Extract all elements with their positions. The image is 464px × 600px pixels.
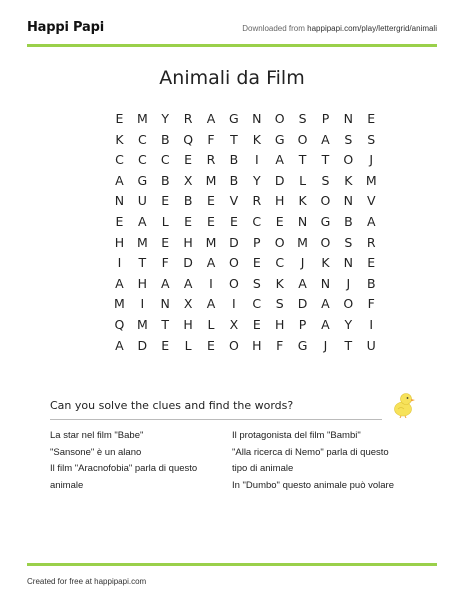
grid-letter[interactable]: S [252,275,261,291]
grid-letter[interactable]: V [366,193,376,209]
grid-letter[interactable]: C [160,152,170,168]
clue-line: tipo di animale [232,463,294,474]
grid-letter[interactable]: A [115,275,124,291]
grid-letter[interactable]: M [205,172,217,188]
clues-prompt: Can you solve the clues and find the words? [50,399,294,412]
grid-letter[interactable]: H [183,234,193,250]
clues-right-column [232,428,432,494]
clue-line: Il protagonista del film "Bambi" [232,430,361,441]
grid-row [108,109,383,130]
grid-letter[interactable]: C [252,213,262,229]
grid-letter[interactable]: P [321,111,330,126]
grid-letter[interactable]: H [274,316,285,332]
grid-letter[interactable]: T [298,152,307,168]
grid-letter[interactable]: K [252,131,261,147]
grid-letter[interactable]: C [275,255,285,271]
grid-row [108,336,383,357]
grid-letter[interactable]: D [183,255,193,271]
download-notice [242,24,437,33]
grid-letter[interactable]: E [161,234,170,250]
download-link[interactable]: happipapi.com/play/lettergrid/animali [307,24,437,33]
grid-letter[interactable]: C [137,152,147,168]
grid-letter[interactable]: B [183,193,193,209]
grid-letter[interactable]: H [274,193,285,209]
grid-letter[interactable]: A [183,275,193,291]
grid-letter[interactable]: Q [183,131,194,147]
grid-letter[interactable]: D [274,172,285,188]
grid-letter[interactable]: Q [114,316,125,332]
grid-letter[interactable]: B [229,172,239,188]
grid-row [108,130,383,151]
grid-letter[interactable]: E [252,255,261,271]
grid-letter[interactable]: A [321,316,330,332]
grid-letter[interactable]: H [114,234,125,250]
grid-letter[interactable]: N [320,275,331,291]
grid-row [108,315,383,336]
grid-letter[interactable]: J [346,275,351,291]
bottom-divider [27,563,437,566]
grid-letter[interactable]: K [344,172,353,188]
grid-letter[interactable]: R [366,234,376,250]
grid-letter[interactable]: E [207,193,215,209]
grid-letter[interactable]: S [344,234,353,250]
grid-letter[interactable]: A [275,152,284,168]
grid-letter[interactable]: A [115,172,124,188]
clue-line: animale [50,479,84,491]
clue-line: "Sansone" è un alano [50,446,142,458]
grid-letter[interactable]: C [115,152,124,168]
grid-letter[interactable]: T [161,316,170,332]
grid-letter[interactable]: S [367,131,376,147]
clues-left-column [50,428,220,494]
grid-letter[interactable]: S [298,111,307,126]
grid-letter[interactable]: M [365,172,377,188]
grid-letter[interactable]: G [137,172,148,188]
grid-letter[interactable]: O [274,234,285,250]
grid-letter[interactable]: E [207,337,215,353]
grid-letter[interactable]: O [228,337,239,353]
grid-letter[interactable]: M [136,316,148,332]
grid-letter[interactable]: Y [344,316,353,332]
grid-letter[interactable]: I [117,255,122,271]
grid-letter[interactable]: E [367,255,376,271]
grid-letter[interactable]: A [160,275,170,291]
grid-letter[interactable]: S [344,131,353,147]
grid-letter[interactable]: E [229,213,238,229]
grid-row [108,253,383,274]
grid-letter[interactable]: A [206,255,216,271]
grid-letter[interactable]: X [183,172,193,188]
grid-letter[interactable]: L [299,172,307,188]
grid-letter[interactable]: K [298,193,307,209]
grid-letter[interactable]: I [140,296,145,312]
grid-letter[interactable]: N [297,213,308,229]
grid-letter[interactable]: R [183,111,193,126]
grid-letter[interactable]: R [206,152,216,168]
grid-letter[interactable]: O [343,296,354,312]
grid-letter[interactable]: K [115,131,124,147]
grid-letter[interactable]: C [252,296,262,312]
grid-letter[interactable]: N [252,111,262,126]
grid-letter[interactable]: O [228,275,239,291]
grid-letter[interactable]: N [343,193,354,209]
grid-letter[interactable]: Y [161,111,170,126]
grid-letter[interactable]: G [229,111,239,126]
grid-letter[interactable]: A [298,275,307,291]
clue-line: "Alla ricerca di Nemo" parla di questo [232,446,389,458]
grid-row [108,171,383,192]
grid-letter[interactable]: O [320,193,331,209]
grid-letter[interactable]: A [206,111,216,126]
grid-letter[interactable]: M [297,234,308,250]
grid-letter[interactable]: J [300,255,305,271]
grid-letter[interactable]: D [137,337,148,353]
grid-row [108,212,383,233]
grid-letter[interactable]: B [160,131,170,147]
grid-letter[interactable]: K [321,255,330,271]
grid-letter[interactable]: T [344,337,353,353]
grid-letter[interactable]: N [160,296,170,312]
grid-letter[interactable]: S [275,296,284,312]
grid-row [108,294,383,315]
happi-papi-logo[interactable]: Happi Papi [27,20,104,35]
grid-letter[interactable]: F [276,337,284,353]
grid-letter[interactable]: M [136,234,148,250]
grid-letter[interactable]: D [229,234,239,250]
grid-letter[interactable]: F [207,131,215,147]
grid-letter[interactable]: J [369,152,374,168]
grid-letter[interactable]: O [297,131,308,147]
grid-letter[interactable]: E [207,213,215,229]
grid-row [108,274,383,295]
grid-letter[interactable]: T [138,255,147,271]
grid-letter[interactable]: N [343,255,354,271]
grid-letter[interactable]: O [228,255,239,271]
grid-letter[interactable]: A [206,296,216,312]
grid-letter[interactable]: H [252,337,262,353]
grid-letter[interactable]: O [274,111,285,126]
grid-letter[interactable]: I [369,316,374,332]
grid-letter[interactable]: P [298,316,307,332]
grid-letter[interactable]: H [137,275,148,291]
grid-letter[interactable]: E [184,213,193,229]
prompt-divider [50,419,382,420]
clue-line: La star nel film "Babe" [50,430,144,441]
page-title: Animali da Film [159,67,305,89]
grid-letter[interactable]: L [161,213,169,229]
grid-letter[interactable]: X [183,296,193,312]
grid-letter[interactable]: N [343,111,354,126]
grid-letter[interactable]: A [321,131,330,147]
grid-letter[interactable]: O [320,234,331,250]
grid-letter[interactable]: H [183,316,193,332]
grid-letter[interactable]: G [297,337,308,353]
grid-letter[interactable]: A [115,337,124,353]
grid-letter[interactable]: N [114,193,125,209]
grid-letter[interactable]: E [367,111,376,126]
chick-icon [390,390,416,418]
grid-letter[interactable]: C [137,131,147,147]
grid-letter[interactable]: B [366,275,376,291]
top-divider [27,44,437,47]
grid-letter[interactable]: M [205,234,217,250]
grid-letter[interactable]: G [274,131,285,147]
grid-letter[interactable]: L [207,316,215,332]
grid-letter[interactable]: E [115,213,124,229]
grid-letter[interactable]: R [252,193,262,209]
grid-letter[interactable]: S [321,172,330,188]
grid-letter[interactable]: P [253,234,261,250]
grid-letter[interactable]: T [230,131,238,147]
grid-row [108,150,383,171]
clue-line: Il film "Aracnofobia" parla di questo [50,463,198,474]
grid-letter[interactable]: A [138,213,147,229]
grid-letter[interactable]: M [136,111,148,126]
footer-text: Created for free at happipapi.com [27,577,147,586]
grid-letter[interactable]: X [229,316,239,332]
grid-letter[interactable]: V [229,193,239,209]
clue-line: In "Dumbo" questo animale può volare [232,479,395,491]
grid-row [108,191,383,212]
grid-row [108,233,383,254]
letter-grid [108,109,383,356]
grid-letter[interactable]: D [297,296,308,312]
grid-letter[interactable]: L [184,337,192,353]
grid-letter[interactable]: K [275,275,284,291]
grid-letter[interactable]: J [323,337,328,353]
grid-letter[interactable]: Y [252,172,261,188]
grid-letter[interactable]: B [229,152,239,168]
grid-letter[interactable]: U [366,337,376,353]
grid-letter[interactable]: F [161,255,169,271]
grid-letter[interactable]: E [184,152,193,168]
header [27,20,437,40]
download-prefix: Downloaded from [242,24,308,33]
grid-letter[interactable]: U [137,193,147,209]
grid-letter[interactable]: B [160,172,170,188]
grid-letter[interactable]: T [321,152,330,168]
grid-letter[interactable]: O [343,152,354,168]
grid-letter[interactable]: I [209,275,213,291]
grid-letter[interactable]: E [252,316,261,332]
grid-letter[interactable]: E [275,213,284,229]
grid-letter[interactable]: A [366,213,376,229]
grid-letter[interactable]: M [114,296,125,312]
grid-letter[interactable]: G [320,213,331,229]
grid-letter[interactable]: F [367,296,375,312]
grid-letter[interactable]: E [161,193,170,209]
grid-letter[interactable]: E [161,337,170,353]
grid-letter[interactable]: A [321,296,330,312]
grid-letter[interactable]: I [254,152,259,168]
grid-letter[interactable]: E [115,111,124,126]
grid-letter[interactable]: B [344,213,353,229]
grid-letter[interactable]: I [232,296,236,312]
